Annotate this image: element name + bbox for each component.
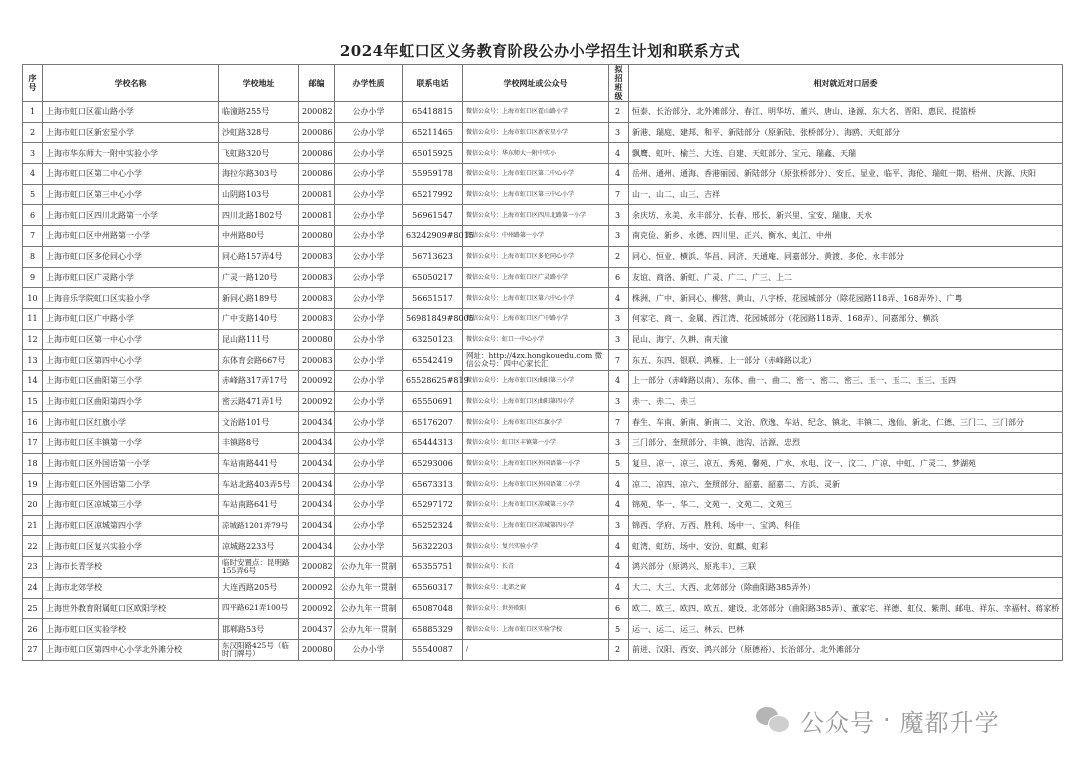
cell-zip: 200080	[299, 226, 335, 247]
cell-phone: 65211465	[403, 122, 463, 143]
cell-website: 微信公众号：上海市虹口区实验学校	[463, 619, 609, 640]
table-row	[23, 391, 1063, 412]
table-row	[23, 598, 1063, 619]
header-phone: 联系电话	[403, 65, 463, 102]
cell-website: 微信公众号：上海市虹口区曲阳第三小学	[463, 370, 609, 391]
cell-website: 微信公众号：上海市虹口区第六中心小学	[463, 288, 609, 309]
header-website: 学校网址或公众号	[463, 65, 609, 102]
cell-no: 19	[23, 474, 43, 495]
cell-type: 公办小学	[335, 267, 403, 288]
cell-type: 公办小学	[335, 453, 403, 474]
cell-address: 昆山路111号	[219, 329, 299, 350]
cell-type: 公办小学	[335, 495, 403, 516]
cell-area: 飘鹰、虹叶、榆兰、大连、自建、天虹部分、宝元、瑞鑫、天瑞	[629, 143, 1063, 164]
cell-address: 临时安置点：昆明路155弄6号	[219, 557, 299, 578]
cell-zip: 200081	[299, 184, 335, 205]
cell-address: 山阴路103号	[219, 184, 299, 205]
cell-area: 恒泰、长治部分、北外滩部分、春江、明华坊、董兴、唐山、逢源、东大名、晋阳、惠民、提篮桥	[629, 102, 1063, 123]
cell-address: 邯郸路53号	[219, 619, 299, 640]
cell-school-name: 上海市虹口区丰镇第一小学	[43, 433, 219, 454]
table-row	[23, 433, 1063, 454]
document-title: 2024年虹口区义务教育阶段公办小学招生计划和联系方式	[339, 42, 741, 60]
cell-quota: 3	[609, 308, 629, 329]
cell-no: 27	[23, 639, 43, 660]
cell-no: 24	[23, 577, 43, 598]
cell-zip: 200434	[299, 412, 335, 433]
header-type: 办学性质	[335, 65, 403, 102]
cell-type: 公办小学	[335, 412, 403, 433]
cell-phone: 65542419	[403, 350, 463, 371]
cell-type: 公办小学	[335, 246, 403, 267]
cell-address: 新同心路189号	[219, 288, 299, 309]
cell-school-name: 上海市虹口区霍山路小学	[43, 102, 219, 123]
cell-no: 10	[23, 288, 43, 309]
table-row	[23, 515, 1063, 536]
cell-no: 14	[23, 370, 43, 391]
cell-zip: 200086	[299, 143, 335, 164]
header-address: 学校地址	[219, 65, 299, 102]
cell-no: 1	[23, 102, 43, 123]
cell-school-name: 上海市虹口区红旗小学	[43, 412, 219, 433]
cell-school-name: 上海市虹口区第三中心小学	[43, 184, 219, 205]
cell-school-name: 上海市虹口区外国语第二小学	[43, 474, 219, 495]
cell-phone: 63250123	[403, 329, 463, 350]
cell-address: 赤峰路317弄17号	[219, 370, 299, 391]
cell-school-name: 上海市虹口区凉城第四小学	[43, 515, 219, 536]
cell-quota: 5	[609, 619, 629, 640]
cell-website: 微信公众号：世外欧阳	[463, 598, 609, 619]
cell-school-name: 上海市虹口区第二中心小学	[43, 164, 219, 185]
cell-area: 岳州、通州、通海、香港丽园、新陆部分（原张桥部分）、安丘、显业、临平、海伦、瑞虹一期、梧州、庆源、庆阳	[629, 164, 1063, 185]
cell-school-name: 上海市虹口区新宏星小学	[43, 122, 219, 143]
cell-area: 山一、山二、山三、吉祥	[629, 184, 1063, 205]
cell-school-name: 上海音乐学院虹口区实验小学	[43, 288, 219, 309]
cell-quota: 4	[609, 370, 629, 391]
cell-area: 虹湾、虹纺、场中、安汾、虹麒、虹彩	[629, 536, 1063, 557]
cell-address: 凉城路1201弄79号	[219, 515, 299, 536]
table-row	[23, 288, 1063, 309]
cell-zip: 200434	[299, 495, 335, 516]
cell-quota: 5	[609, 453, 629, 474]
cell-no: 17	[23, 433, 43, 454]
cell-area: 锦西、学府、万西、胜利、场中一、宝鸿、科佳	[629, 515, 1063, 536]
cell-address: 四平路621弄100号	[219, 598, 299, 619]
cell-type: 公办九年一贯制	[335, 557, 403, 578]
cell-school-name: 上海市虹口区凉城第三小学	[43, 495, 219, 516]
cell-no: 12	[23, 329, 43, 350]
cell-no: 25	[23, 598, 43, 619]
cell-zip: 200081	[299, 205, 335, 226]
cell-zip: 200082	[299, 102, 335, 123]
cell-website: 微信公众号：中州路第一小学	[463, 226, 609, 247]
cell-school-name: 上海市虹口区第一中心小学	[43, 329, 219, 350]
cell-phone: 56713623	[403, 246, 463, 267]
cell-address: 临潼路255号	[219, 102, 299, 123]
cell-zip: 200080	[299, 329, 335, 350]
cell-no: 13	[23, 350, 43, 371]
cell-no: 20	[23, 495, 43, 516]
cell-type: 公办小学	[335, 288, 403, 309]
cell-area: 新港、瑞庭、建邦、和平、新陆部分（原新陆、张桥部分）、海鸥、天虹部分	[629, 122, 1063, 143]
cell-type: 公办九年一贯制	[335, 577, 403, 598]
cell-area: 大二、大三、大西、北郊部分（除曲阳路385弄外）	[629, 577, 1063, 598]
header-no: 序号	[23, 65, 43, 102]
cell-phone: 65550691	[403, 391, 463, 412]
table-row	[23, 267, 1063, 288]
table-row	[23, 474, 1063, 495]
cell-quota: 4	[609, 143, 629, 164]
cell-website: 微信公众号：复兴实验小学	[463, 536, 609, 557]
enrollment-table-container	[22, 64, 1062, 661]
cell-no: 3	[23, 143, 43, 164]
cell-address: 车站南路641号	[219, 495, 299, 516]
cell-zip: 200083	[299, 308, 335, 329]
table-row	[23, 619, 1063, 640]
cell-website: 微信公众号：上海市虹口区外国语第二小学	[463, 474, 609, 495]
table-row	[23, 122, 1063, 143]
cell-area: 三门部分、奎照部分、丰镇、池沟、沽源、忠烈	[629, 433, 1063, 454]
cell-phone: 65293006	[403, 453, 463, 474]
cell-address: 四川北路1802号	[219, 205, 299, 226]
cell-website: 微信公众号：上海市虹口区红旗小学	[463, 412, 609, 433]
cell-address: 海拉尔路303号	[219, 164, 299, 185]
cell-website: 微信公众号：虹口区丰镇第一小学	[463, 433, 609, 454]
cell-area: 鸿兴部分（原鸿兴、原兆丰）、三联	[629, 557, 1063, 578]
cell-quota: 2	[609, 102, 629, 123]
cell-area: 东五、东四、银联、鸿雁、上一部分（赤峰路以北）	[629, 350, 1063, 371]
cell-type: 公办小学	[335, 164, 403, 185]
cell-area: 赤一、赤二、赤三	[629, 391, 1063, 412]
watermark-separator: ·	[883, 706, 892, 734]
cell-school-name: 上海市虹口区第四中心小学	[43, 350, 219, 371]
cell-school-name: 上海市虹口区复兴实验小学	[43, 536, 219, 557]
cell-area: 欧二、欧三、欧四、欧五、建设、北郊部分（曲阳路385弄）、董家宅、祥德、虹仪、紫荆、邮电、祥东、幸福村、蒋家桥	[629, 598, 1063, 619]
cell-type: 公办小学	[335, 515, 403, 536]
cell-school-name: 上海市虹口区曲阳第三小学	[43, 370, 219, 391]
cell-area: 友谊、商洛、新虹、广灵、广二、广三、上二	[629, 267, 1063, 288]
cell-zip: 200092	[299, 370, 335, 391]
cell-school-name: 上海市虹口区曲阳第四小学	[43, 391, 219, 412]
cell-type: 公办小学	[335, 350, 403, 371]
cell-zip: 200080	[299, 639, 335, 660]
cell-website: 微信公众号：上海市虹口区凉城第四小学	[463, 515, 609, 536]
table-row	[23, 453, 1063, 474]
cell-type: 公办小学	[335, 474, 403, 495]
cell-phone: 65050217	[403, 267, 463, 288]
cell-no: 7	[23, 226, 43, 247]
cell-address: 沙虹路328号	[219, 122, 299, 143]
cell-phone: 65252324	[403, 515, 463, 536]
cell-quota: 7	[609, 184, 629, 205]
header-area: 相对就近对口居委	[629, 65, 1063, 102]
cell-quota: 3	[609, 205, 629, 226]
table-row	[23, 350, 1063, 371]
cell-website: 微信公众号：上海市虹口区新宏星小学	[463, 122, 609, 143]
cell-area: 余庆坊、永美、永丰部分、长春、邢长、新兴里、宝安、瑞康、天水	[629, 205, 1063, 226]
cell-type: 公办小学	[335, 433, 403, 454]
cell-type: 公办小学	[335, 329, 403, 350]
table-row	[23, 184, 1063, 205]
cell-zip: 200092	[299, 577, 335, 598]
cell-address: 车站南路441号	[219, 453, 299, 474]
cell-quota: 6	[609, 267, 629, 288]
cell-zip: 200083	[299, 350, 335, 371]
watermark	[756, 700, 1000, 740]
cell-school-name: 上海市华东师大一附中实验小学	[43, 143, 219, 164]
cell-area: 锦苑、华一、华二、文苑一、文苑二、文苑三	[629, 495, 1063, 516]
header-zip: 邮编	[299, 65, 335, 102]
cell-quota: 4	[609, 557, 629, 578]
watermark-brand: 公众号	[800, 708, 875, 737]
cell-quota: 2	[609, 639, 629, 660]
cell-zip: 200083	[299, 288, 335, 309]
cell-school-name: 上海市虹口区多伦同心小学	[43, 246, 219, 267]
cell-website: 微信公众号：上海市虹口区曲阳第四小学	[463, 391, 609, 412]
cell-address: 文治路101号	[219, 412, 299, 433]
cell-quota: 3	[609, 329, 629, 350]
cell-phone: 65087048	[403, 598, 463, 619]
cell-type: 公办小学	[335, 205, 403, 226]
cell-type: 公办小学	[335, 391, 403, 412]
table-row	[23, 557, 1063, 578]
cell-address: 东体育会路667号	[219, 350, 299, 371]
cell-type: 公办小学	[335, 184, 403, 205]
cell-phone: 56981849#8005	[403, 308, 463, 329]
cell-website: 微信公众号：北郊之窗	[463, 577, 609, 598]
cell-type: 公办小学	[335, 226, 403, 247]
cell-no: 16	[23, 412, 43, 433]
cell-no: 8	[23, 246, 43, 267]
cell-school-name: 上海市长青学校	[43, 557, 219, 578]
cell-address: 大连西路205号	[219, 577, 299, 598]
cell-website: /	[463, 639, 609, 660]
cell-school-name: 上海市虹口区广中路小学	[43, 308, 219, 329]
header-quota: 拟招班级	[609, 65, 629, 102]
cell-zip: 200434	[299, 474, 335, 495]
cell-type: 公办小学	[335, 370, 403, 391]
cell-quota: 4	[609, 495, 629, 516]
cell-address: 东汉阳路425号（临时门牌号）	[219, 639, 299, 660]
cell-website: 微信公众号：虹口一中心小学	[463, 329, 609, 350]
cell-type: 公办小学	[335, 122, 403, 143]
cell-address: 飞虹路320号	[219, 143, 299, 164]
cell-phone: 65528625#819	[403, 370, 463, 391]
cell-zip: 200086	[299, 122, 335, 143]
cell-quota: 2	[609, 246, 629, 267]
cell-area: 前进、汉阳、西安、鸿兴部分（原德裕）、长治部分、北外滩部分	[629, 639, 1063, 660]
cell-website: 微信公众号：上海市虹口区霍山路小学	[463, 102, 609, 123]
cell-phone: 65673313	[403, 474, 463, 495]
cell-school-name: 上海市虹口区中州路第一小学	[43, 226, 219, 247]
cell-no: 11	[23, 308, 43, 329]
watermark-account: 魔都升学	[899, 708, 1000, 737]
cell-address: 同心路157弄4号	[219, 246, 299, 267]
cell-area: 凉二、凉四、凉六、奎照部分、韶嘉、韶嘉二、方浜、灵新	[629, 474, 1063, 495]
cell-school-name: 上海市虹口区四川北路第一小学	[43, 205, 219, 226]
cell-type: 公办小学	[335, 639, 403, 660]
cell-area: 南克俭、新乡、永德、四川里、正兴、衡水、虬江、中州	[629, 226, 1063, 247]
cell-area: 株洲、广中、新同心、柳营、黄山、八字桥、花园城部分（除花园路118弄、168弄外）、广粤	[629, 288, 1063, 309]
cell-zip: 200092	[299, 598, 335, 619]
cell-website: 微信公众号：上海市虹口区第二中心小学	[463, 164, 609, 185]
cell-zip: 200434	[299, 515, 335, 536]
table-row	[23, 102, 1063, 123]
cell-quota: 6	[609, 598, 629, 619]
cell-type: 公办九年一贯制	[335, 598, 403, 619]
cell-school-name: 上海市虹口区实验学校	[43, 619, 219, 640]
cell-address: 中州路80号	[219, 226, 299, 247]
cell-website: 微信公众号：上海市虹口区多伦同心小学	[463, 246, 609, 267]
table-row	[23, 226, 1063, 247]
cell-website: 微信公众号：长青	[463, 557, 609, 578]
cell-phone: 63242909#8015	[403, 226, 463, 247]
table-row	[23, 639, 1063, 660]
cell-quota: 4	[609, 536, 629, 557]
cell-no: 5	[23, 184, 43, 205]
cell-website: 微信公众号：上海市虹口区广灵路小学	[463, 267, 609, 288]
cell-phone: 65560317	[403, 577, 463, 598]
cell-phone: 56651517	[403, 288, 463, 309]
cell-no: 18	[23, 453, 43, 474]
table-row	[23, 536, 1063, 557]
cell-quota: 4	[609, 288, 629, 309]
cell-area: 复旦、凉一、凉三、凉五、秀苑、馨苑、广水、水电、汶一、汶二、广凉、中虹、广灵二、梦湖苑	[629, 453, 1063, 474]
table-row	[23, 308, 1063, 329]
cell-no: 23	[23, 557, 43, 578]
cell-quota: 3	[609, 122, 629, 143]
cell-address: 密云路471弄1号	[219, 391, 299, 412]
table-row	[23, 495, 1063, 516]
table-row	[23, 143, 1063, 164]
cell-website: 微信公众号：上海市虹口区凉城第三小学	[463, 495, 609, 516]
cell-type: 公办小学	[335, 102, 403, 123]
cell-school-name: 上海市虹口区广灵路小学	[43, 267, 219, 288]
cell-address: 凉城路2233号	[219, 536, 299, 557]
cell-phone: 65297172	[403, 495, 463, 516]
cell-school-name: 上海市虹口区第四中心小学北外滩分校	[43, 639, 219, 660]
cell-address: 广灵一路120号	[219, 267, 299, 288]
table-header-row	[23, 65, 1063, 102]
cell-area: 运一、运二、运三、林云、巴林	[629, 619, 1063, 640]
cell-address: 车站北路403弄5号	[219, 474, 299, 495]
cell-area: 何家宅、商一、金属、西江湾、花园城部分（花园路118弄、168弄）、同嘉部分、横浜	[629, 308, 1063, 329]
cell-zip: 200082	[299, 557, 335, 578]
cell-phone: 65418815	[403, 102, 463, 123]
cell-school-name: 上海世外教育附属虹口区欧阳学校	[43, 598, 219, 619]
cell-quota: 3	[609, 433, 629, 454]
cell-phone: 56322203	[403, 536, 463, 557]
cell-phone: 65217992	[403, 184, 463, 205]
cell-zip: 200434	[299, 433, 335, 454]
cell-area: 上一部分（赤峰路以南）、东体、曲一、曲二、密一、密二、密三、玉一、玉二、玉三、玉四	[629, 370, 1063, 391]
cell-quota: 7	[609, 350, 629, 371]
cell-phone: 65015925	[403, 143, 463, 164]
cell-area: 同心、恒业、横浜、华昌、同济、天通庵、同嘉部分、黄渡、多伦、永丰部分	[629, 246, 1063, 267]
cell-type: 公办小学	[335, 143, 403, 164]
table-row	[23, 412, 1063, 433]
cell-phone: 55540087	[403, 639, 463, 660]
cell-website: 微信公众号：华东师大一附中实小	[463, 143, 609, 164]
table-row	[23, 164, 1063, 185]
cell-type: 公办小学	[335, 308, 403, 329]
cell-zip: 200083	[299, 267, 335, 288]
cell-no: 15	[23, 391, 43, 412]
cell-zip: 200434	[299, 453, 335, 474]
cell-quota: 3	[609, 226, 629, 247]
cell-zip: 200437	[299, 619, 335, 640]
cell-zip: 200086	[299, 164, 335, 185]
table-row	[23, 370, 1063, 391]
cell-website: 微信公众号：上海市虹口区第三中心小学	[463, 184, 609, 205]
cell-address: 广中支路140号	[219, 308, 299, 329]
cell-quota: 3	[609, 515, 629, 536]
cell-zip: 200434	[299, 536, 335, 557]
wechat-logo-icon	[756, 705, 790, 735]
table-row	[23, 205, 1063, 226]
cell-no: 9	[23, 267, 43, 288]
cell-quota: 4	[609, 577, 629, 598]
cell-type: 公办小学	[335, 536, 403, 557]
cell-quota: 7	[609, 412, 629, 433]
header-school-name: 学校名称	[43, 65, 219, 102]
cell-no: 6	[23, 205, 43, 226]
cell-no: 26	[23, 619, 43, 640]
cell-website: 微信公众号：上海市虹口区外国语第一小学	[463, 453, 609, 474]
cell-website: 微信公众号：上海市虹口区四川北路第一小学	[463, 205, 609, 226]
cell-school-name: 上海市北郊学校	[43, 577, 219, 598]
cell-address: 丰镇路8号	[219, 433, 299, 454]
table-row	[23, 577, 1063, 598]
table-body	[23, 102, 1063, 661]
cell-phone: 65355751	[403, 557, 463, 578]
cell-type: 公办九年一贯制	[335, 619, 403, 640]
cell-website: 微信公众号：上海市虹口区广中路小学	[463, 308, 609, 329]
cell-phone: 65176207	[403, 412, 463, 433]
cell-phone: 55959178	[403, 164, 463, 185]
table-row	[23, 329, 1063, 350]
cell-phone: 65444313	[403, 433, 463, 454]
cell-quota: 4	[609, 164, 629, 185]
cell-quota: 4	[609, 474, 629, 495]
cell-area: 昆山、海宁、久耕、南天潼	[629, 329, 1063, 350]
cell-no: 2	[23, 122, 43, 143]
table-row	[23, 246, 1063, 267]
cell-area: 春生、车南、新南、新南二、文治、欣逸、车站、纪念、镇北、丰镇二、逸仙、新北、仁德、三门二、三门部分	[629, 412, 1063, 433]
cell-phone: 65885329	[403, 619, 463, 640]
cell-school-name: 上海市虹口区外国语第一小学	[43, 453, 219, 474]
cell-zip: 200083	[299, 246, 335, 267]
cell-no: 21	[23, 515, 43, 536]
cell-phone: 56961547	[403, 205, 463, 226]
cell-no: 4	[23, 164, 43, 185]
enrollment-table	[22, 64, 1063, 661]
cell-quota: 3	[609, 391, 629, 412]
cell-zip: 200092	[299, 391, 335, 412]
cell-no: 22	[23, 536, 43, 557]
cell-website: 网址：http://4zx.hongkouedu.com 微信公众号：四中心家长汇	[463, 350, 609, 371]
